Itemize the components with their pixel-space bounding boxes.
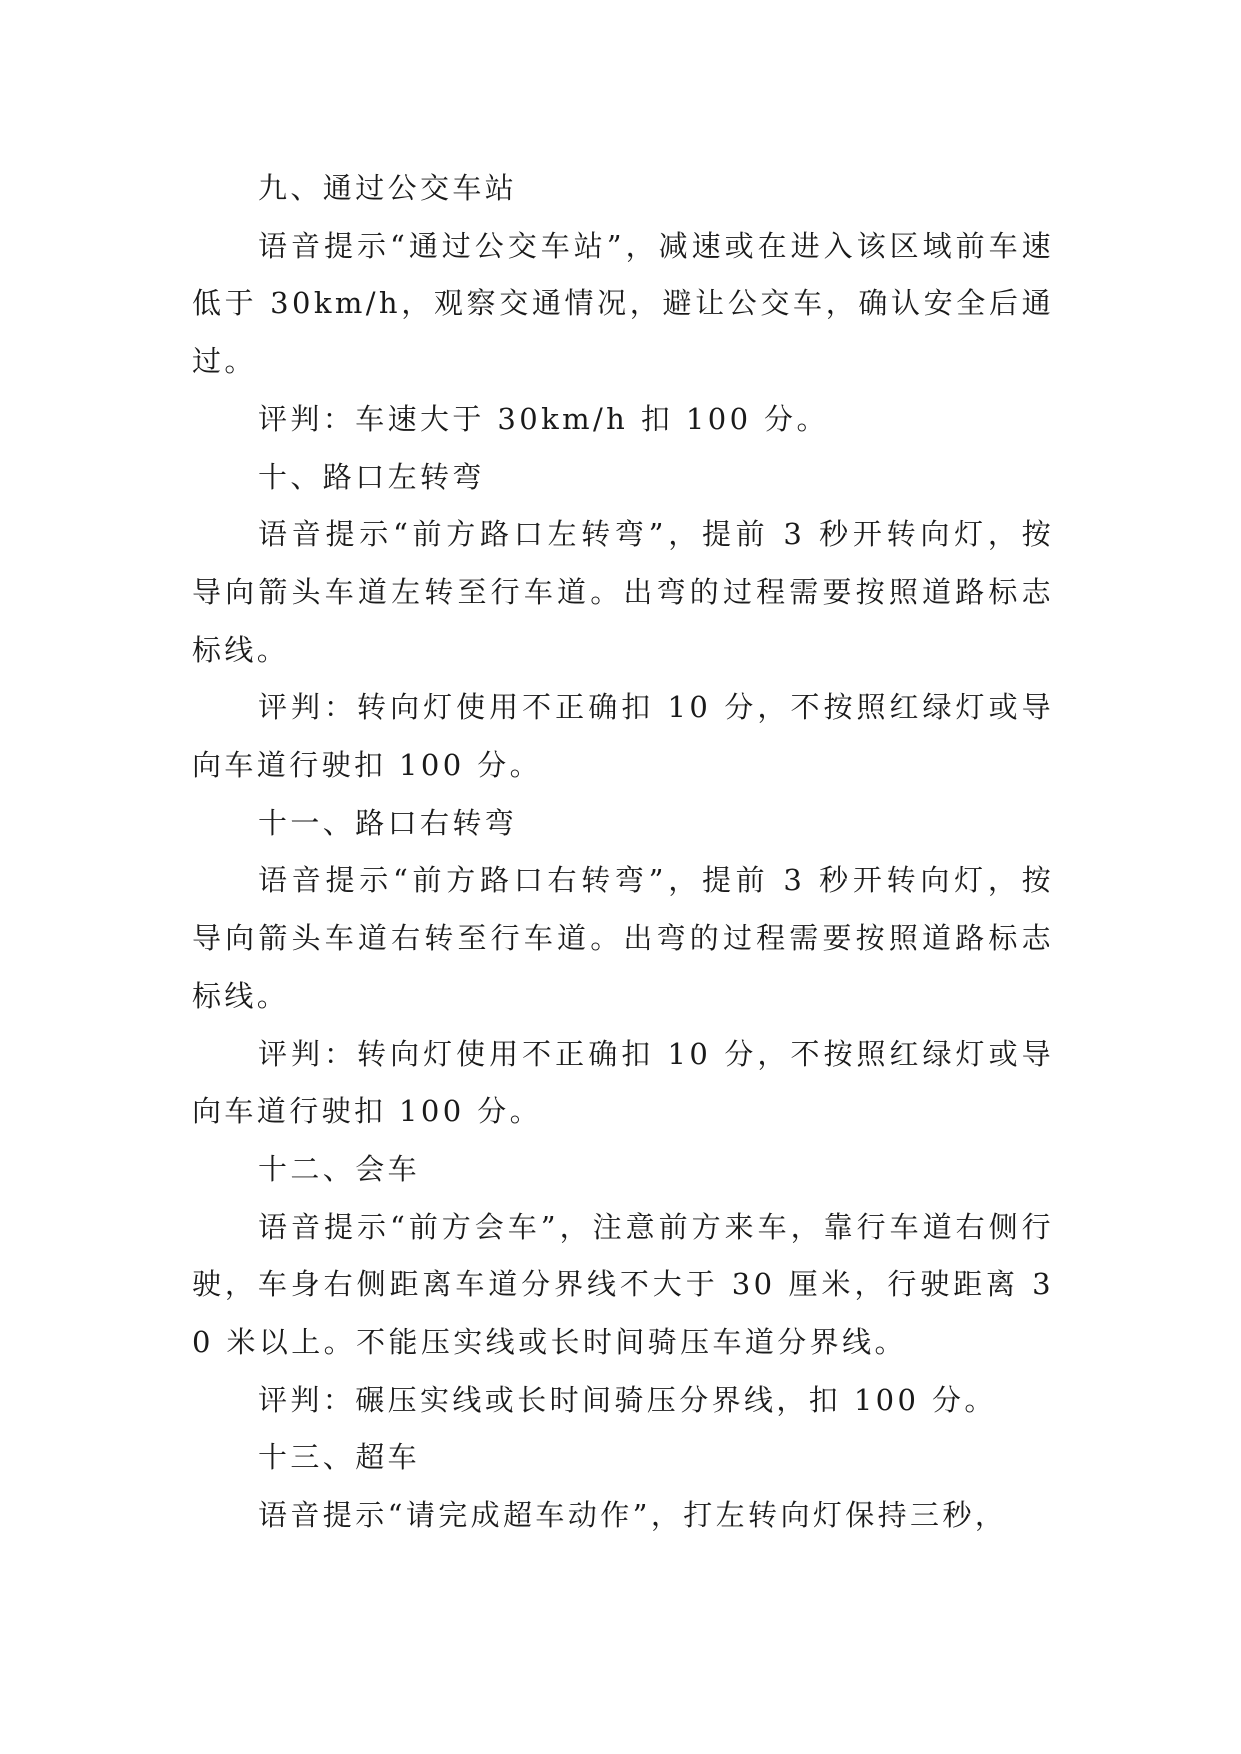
overtaking-instruction: 语音提示“请完成超车动作”，打左转向灯保持三秒， xyxy=(258,1498,1008,1533)
bus-stop-instruction: 语音提示“通过公交车站”，减速或在进入该区域前车速低于 30km/h，观察交通情况，避让公交车，确认安全后通过。 xyxy=(192,228,1054,379)
section-heading-bus-stop: 九、通过公交车站 xyxy=(258,171,518,205)
section-heading-overtaking: 十三、超车 xyxy=(258,1440,421,1475)
document-body xyxy=(192,160,1054,1545)
right-turn-instruction: 语音提示“前方路口右转弯”，提前 3 秒开转向灯，按导向箭头车道右转至行车道。出弯的过程需要按照道路标志标线。 xyxy=(192,863,1054,1013)
section-heading-right-turn: 十一、路口右转弯 xyxy=(258,805,518,840)
left-turn-instruction: 语音提示“前方路口左转弯”，提前 3 秒开转向灯，按导向箭头车道左转至行车道。出弯的过程需要按照道路标志标线。 xyxy=(192,517,1054,667)
section-heading-left-turn: 十、路口左转弯 xyxy=(258,459,485,494)
meeting-vehicles-instruction: 语音提示“前方会车”，注意前方来车，靠行车道右侧行驶，车身右侧距离车道分界线不大于 30 厘米，行驶距离 30 米以上。不能压实线或长时间骑压车道分界线。 xyxy=(192,1209,1054,1360)
right-turn-scoring: 评判：转向灯使用不正确扣 10 分，不按照红绿灯或导向车道行驶扣 100 分。 xyxy=(192,1036,1054,1129)
left-turn-scoring: 评判：转向灯使用不正确扣 10 分，不按照红绿灯或导向车道行驶扣 100 分。 xyxy=(192,690,1054,783)
section-heading-meeting-vehicles: 十二、会车 xyxy=(258,1151,421,1186)
meeting-vehicles-scoring: 评判：碾压实线或长时间骑压分界线，扣 100 分。 xyxy=(258,1382,997,1417)
bus-stop-scoring: 评判：车速大于 30km/h 扣 100 分。 xyxy=(258,401,829,436)
